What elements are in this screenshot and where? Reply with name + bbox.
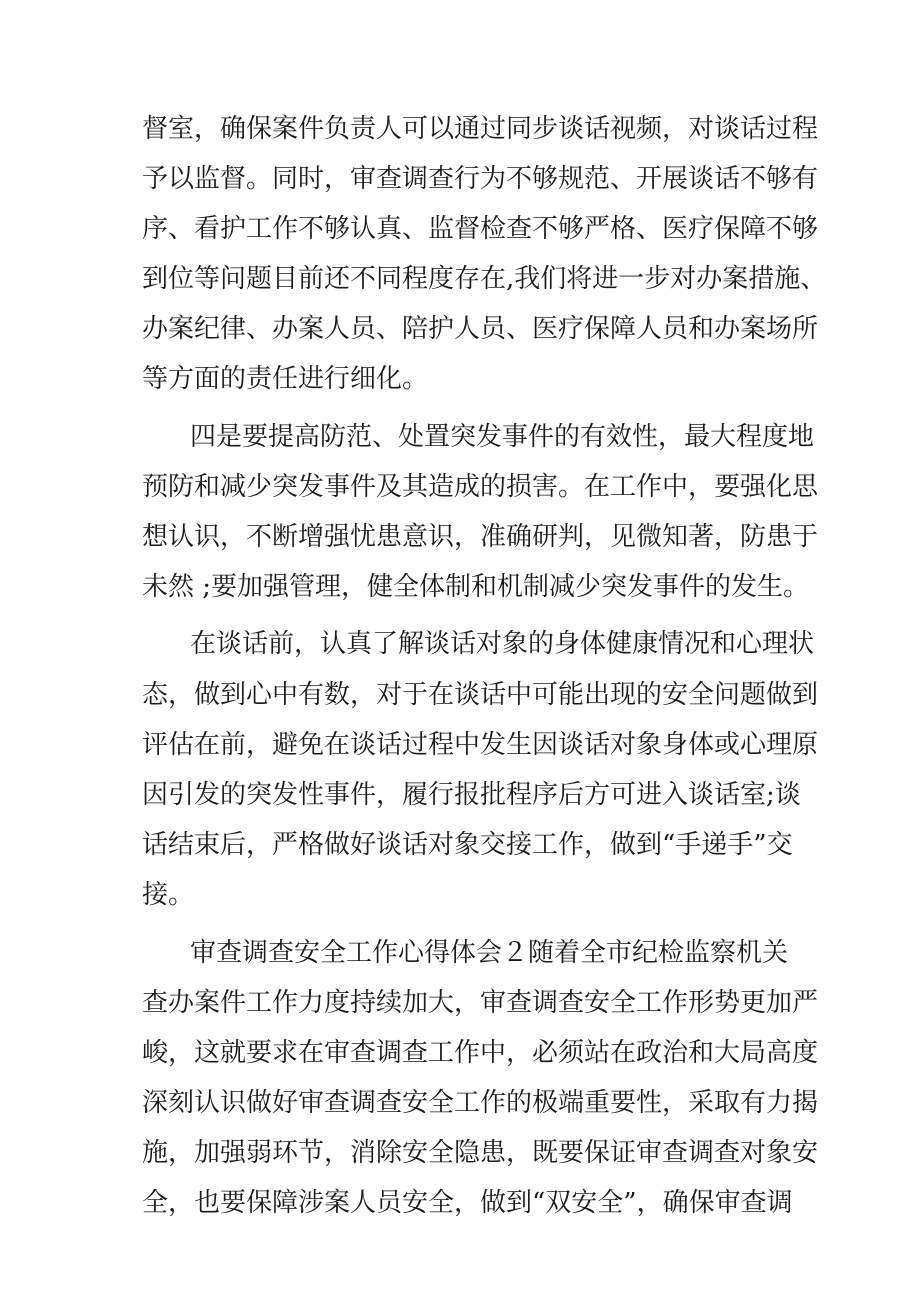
text-line: 全，也要保障涉案人员安全，做到“双安全”，确保审查调 xyxy=(142,1188,793,1218)
paragraph-first-line: 四是要提高防范、处置突发事件的有效性，最大程度地 xyxy=(190,422,815,452)
paragraph-first-line: 在谈话前，认真了解谈话对象的身体健康情况和心理状 xyxy=(190,629,815,659)
text-line: 查办案件工作力度持续加大，审查调查安全工作形势更加严 xyxy=(142,988,819,1018)
text-line: 接。 xyxy=(142,880,195,910)
text-line: 等方面的责任进行细化。 xyxy=(142,364,429,394)
text-line: 话结束后，严格做好谈话对象交接工作，做到“手递手”交 xyxy=(142,830,793,860)
text-line: 评估在前，避免在谈话过程中发生因谈话对象身体或心理原 xyxy=(142,730,819,760)
text-line: 因引发的突发性事件，履行报批程序后方可进入谈话室;谈 xyxy=(142,780,801,810)
text-line: 未然 ;要加强管理，健全体制和机制减少突发事件的发生。 xyxy=(142,572,810,602)
text-line: 督室，确保案件负责人可以通过同步谈话视频，对谈话过程 xyxy=(142,114,819,144)
paragraph-first-line: 审查调查安全工作心得体会２随着全市纪检监察机关 xyxy=(190,938,789,968)
text-line: 到位等问题目前还不同程度存在,我们将进一步对办案措施、 xyxy=(142,264,827,294)
text-line: 峻，这就要求在审查调查工作中，必须站在政治和大局高度 xyxy=(142,1038,819,1068)
text-line: 序、看护工作不够认真、监督检查不够严格、医疗保障不够 xyxy=(142,214,819,244)
text-line: 施，加强弱环节，消除安全隐患，既要保证审查调查对象安 xyxy=(142,1138,819,1168)
text-line: 予以监督。同时，审查调查行为不够规范、开展谈话不够有 xyxy=(142,164,819,194)
text-line: 想认识，不断增强忧患意识，准确研判，见微知著，防患于 xyxy=(142,522,819,552)
text-line: 态，做到心中有数，对于在谈话中可能出现的安全问题做到 xyxy=(142,680,819,710)
text-line: 预防和减少突发事件及其造成的损害。在工作中，要强化思 xyxy=(142,472,819,502)
text-line: 办案纪律、办案人员、陪护人员、医疗保障人员和办案场所 xyxy=(142,314,819,344)
text-line: 深刻认识做好审查调查安全工作的极端重要性，采取有力揭 xyxy=(142,1088,819,1118)
